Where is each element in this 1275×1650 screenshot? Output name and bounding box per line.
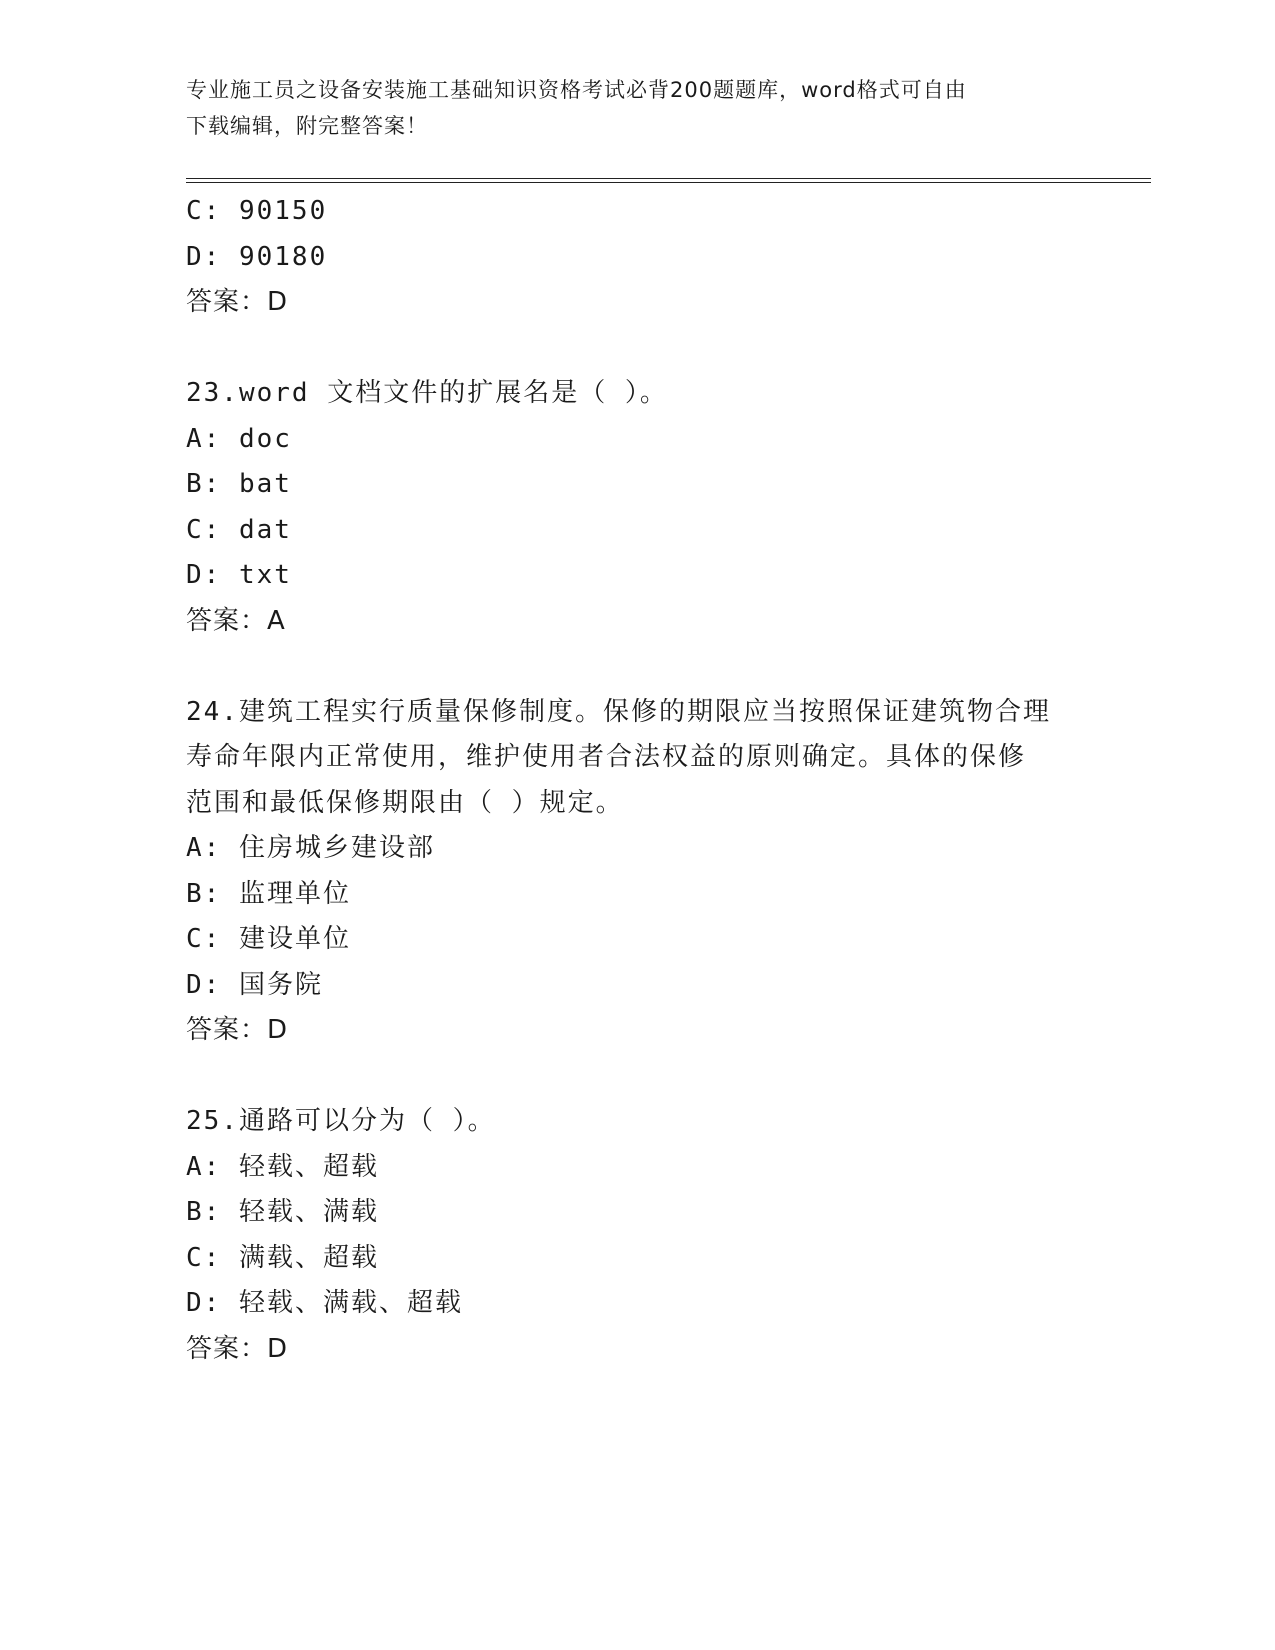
page-header: [186, 72, 1066, 144]
question-stem-line-2: 寿命年限内正常使用，维护使用者合法权益的原则确定。具体的保修: [186, 742, 1027, 772]
answer-line: 答案：D: [186, 287, 289, 317]
option-b: B: bat: [186, 469, 292, 499]
option-c: C: 建设单位: [186, 924, 351, 954]
header-title-line-1: 专业施工员之设备安装施工基础知识资格考试必背200题题库，word格式可自由: [186, 78, 967, 102]
option-c: C: 90150: [186, 196, 328, 226]
option-d: D: 轻载、满载、超载: [186, 1288, 463, 1318]
answer-line: 答案：D: [186, 1333, 289, 1364]
question-25: [186, 1099, 1086, 1372]
option-c: C: dat: [186, 514, 292, 545]
option-d: D: 90180: [186, 241, 328, 272]
question-list: [186, 189, 1086, 1372]
question-stem-line-1: 24.建筑工程实行质量保修制度。保修的期限应当按照保证建筑物合理: [186, 696, 1051, 727]
question-stem-line-3: 范围和最低保修期限由（ ）规定。: [186, 787, 624, 818]
spacer: [186, 644, 1086, 690]
header-divider: [186, 178, 1151, 183]
option-b: B: 轻载、满载: [186, 1197, 379, 1227]
question-stem: 23.word 文档文件的扩展名是（ ）。: [186, 378, 668, 408]
option-a: A: 住房城乡建设部: [186, 833, 435, 863]
question-stem: 25.通路可以分为（ ）。: [186, 1106, 496, 1136]
question-24: [186, 690, 1086, 1054]
answer-line: 答案：A: [186, 605, 286, 636]
option-a: A: doc: [186, 423, 292, 454]
option-a: A: 轻载、超载: [186, 1151, 379, 1182]
option-b: B: 监理单位: [186, 878, 351, 909]
option-d: D: txt: [186, 560, 292, 590]
spacer: [186, 1054, 1086, 1100]
option-d: D: 国务院: [186, 969, 323, 1000]
spacer: [186, 326, 1086, 372]
option-c: C: 满载、超载: [186, 1242, 379, 1273]
question-23: [186, 371, 1086, 644]
header-title-line-2: 下载编辑，附完整答案！: [186, 114, 428, 138]
question-22: [186, 189, 1086, 326]
answer-line: 答案：D: [186, 1015, 289, 1045]
